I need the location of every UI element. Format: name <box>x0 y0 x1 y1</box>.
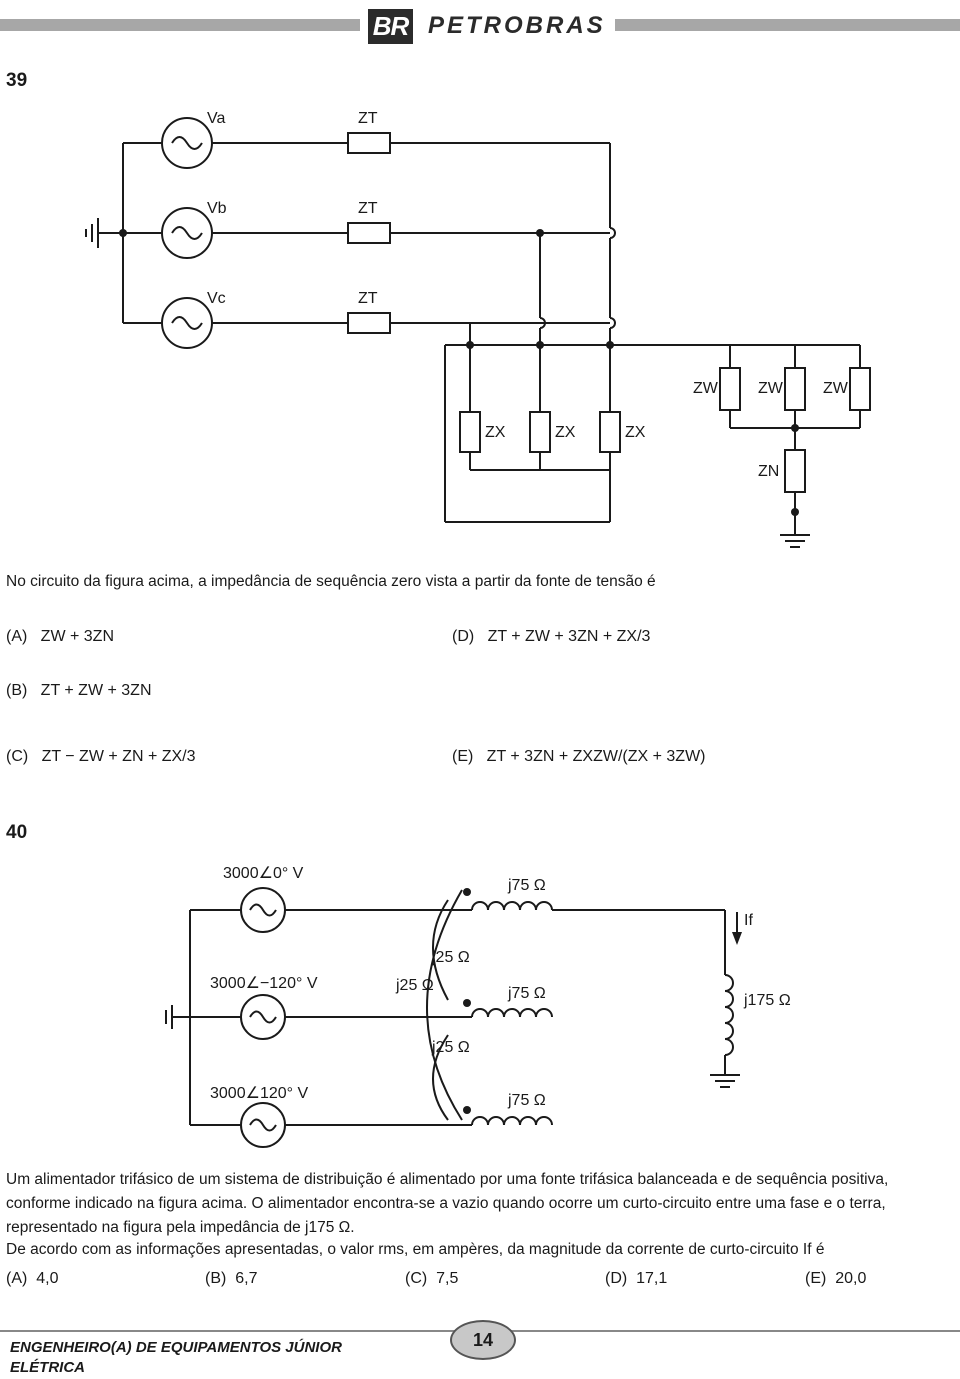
question-40-number: 40 <box>6 822 28 843</box>
brand-name: PETROBRAS <box>428 12 606 39</box>
page-number: 14 <box>450 1320 516 1360</box>
label-j75-c: j75 Ω <box>508 1092 546 1109</box>
zt-resistor-a <box>348 133 390 153</box>
q39-option-e[interactable]: (E) ZT + 3ZN + ZXZW/(ZX + 3ZW) <box>452 748 706 765</box>
label-j25-ab: j25 Ω <box>432 949 470 966</box>
label-vb: Vb <box>207 200 227 217</box>
label-vc: Vc <box>207 290 226 307</box>
zt-resistor-b <box>348 223 390 243</box>
footer-exam-title: ENGENHEIRO(A) DE EQUIPAMENTOS JÚNIOR ELÉTRICA <box>10 1339 342 1376</box>
label-zn: ZN <box>758 463 780 480</box>
label-source-b: 3000∠−120° V <box>210 975 318 992</box>
question-39-number: 39 <box>6 70 28 91</box>
q40-paragraph-1: Um alimentador trifásico de um sistema de distribuição é alimentado por uma fonte trifásica balanceada e de sequência positiva, conforme indicado na figura acima. O alimentador encontra-se a vazio quando ocorre um curto-circuito entre uma fase e o terra, representado na figura pela impedância de j175 Ω. <box>6 1171 889 1236</box>
label-zw-3: ZW <box>823 380 848 397</box>
q40-option-b[interactable]: (B) 6,7 <box>205 1270 258 1287</box>
label-zw-2: ZW <box>758 380 783 397</box>
q39-option-d[interactable]: (D) ZT + ZW + 3ZN + ZX/3 <box>452 628 651 645</box>
q40-circuit-diagram <box>0 850 960 1160</box>
label-j75-a: j75 Ω <box>508 877 546 894</box>
inductor-b <box>472 1009 552 1017</box>
zx-resistor-1 <box>460 412 480 452</box>
label-j25-bc: j25 Ω <box>432 1039 470 1056</box>
q40-paragraph-2: De acordo com as informações apresentadas, o valor rms, em ampères, da magnitude da corrente de curto-circuito If é <box>6 1241 825 1258</box>
q39-option-c[interactable]: (C) ZT − ZW + ZN + ZX/3 <box>6 748 196 765</box>
label-zw-1: ZW <box>693 380 718 397</box>
inductor-a <box>472 902 552 910</box>
label-j175: j175 Ω <box>744 992 791 1009</box>
label-zt-c: ZT <box>358 290 378 307</box>
page-header <box>0 0 960 52</box>
header-bar-left <box>0 19 360 31</box>
header-bar-right <box>615 19 960 31</box>
fault-inductor <box>725 975 733 1055</box>
q40-option-c[interactable]: (C) 7,5 <box>405 1270 459 1287</box>
q40-option-e[interactable]: (E) 20,0 <box>805 1270 867 1287</box>
label-zx-3: ZX <box>625 424 646 441</box>
label-zt-b: ZT <box>358 200 378 217</box>
label-source-a: 3000∠0° V <box>223 865 304 882</box>
label-zt-a: ZT <box>358 110 378 127</box>
q39-option-a[interactable]: (A) ZW + 3ZN <box>6 628 115 645</box>
zn-resistor <box>785 450 805 492</box>
zt-resistor-c <box>348 313 390 333</box>
label-if: If <box>744 912 753 929</box>
zx-resistor-3 <box>600 412 620 452</box>
mutual-arc-ac <box>427 890 462 1120</box>
label-j25-ac: j25 Ω <box>396 977 434 994</box>
zw-resistor-2 <box>785 368 805 410</box>
zw-resistor-1 <box>720 368 740 410</box>
label-zx-1: ZX <box>485 424 506 441</box>
label-va: Va <box>207 110 226 127</box>
zw-resistor-3 <box>850 368 870 410</box>
q40-option-d[interactable]: (D) 17,1 <box>605 1270 668 1287</box>
q39-option-b[interactable]: (B) ZT + ZW + 3ZN <box>6 682 152 699</box>
br-logo: BR <box>368 9 413 44</box>
q39-circuit-diagram <box>0 95 960 565</box>
label-zx-2: ZX <box>555 424 576 441</box>
inductor-c <box>472 1117 552 1125</box>
q39-prompt: No circuito da figura acima, a impedância de sequência zero vista a partir da fonte de tensão é <box>6 573 656 590</box>
zx-resistor-2 <box>530 412 550 452</box>
q40-option-a[interactable]: (A) 4,0 <box>6 1270 59 1287</box>
label-j75-b: j75 Ω <box>508 985 546 1002</box>
label-source-c: 3000∠120° V <box>210 1085 309 1102</box>
